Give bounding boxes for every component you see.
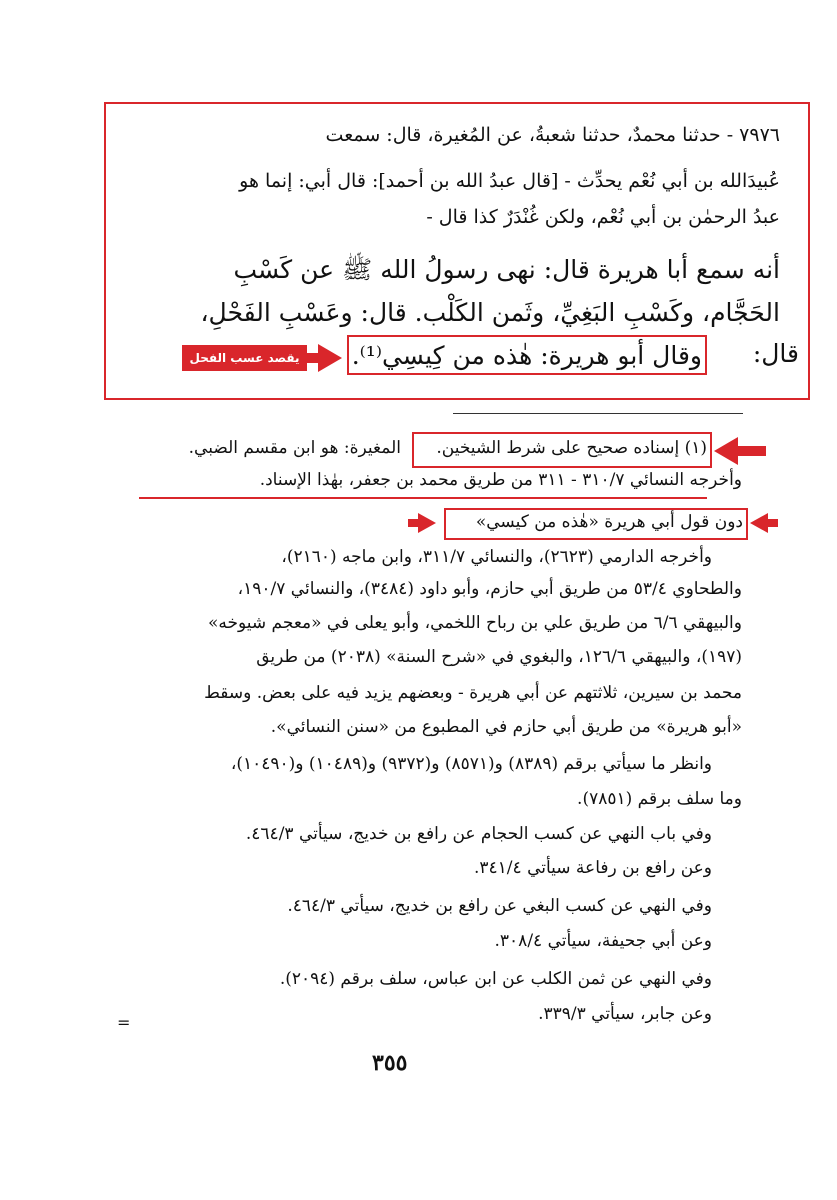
hadith-matn-lead: قال: xyxy=(752,339,799,368)
arrow-right-icon xyxy=(318,344,342,372)
footnote-line-2: وأخرجه النسائي ٣١٠/٧ - ٣١١ من طريق محمد بن جعفر، بهٰذا الإسناد. xyxy=(259,470,742,490)
hadith-isnad-line-2: عُبيدَالله بن أبي نُعْم يحدِّث - [قال عبدُ الله بن أحمد]: قال أبي: إنما هو xyxy=(239,170,780,192)
quote-highlight-box xyxy=(347,335,707,375)
hadith-isnad-line-3: عبدُ الرحمٰن بن أبي نُعْم، ولكن غُنْدَرٌ كذا قال - xyxy=(426,206,780,228)
footnote-line-16: وفي النهي عن ثمن الكلب عن ابن عباس، سلف برقم (٢٠٩٤). xyxy=(279,969,712,989)
footnote-line-9: «أبو هريرة» من طريق أبي حازم في المطبوع من «سنن النسائي». xyxy=(270,717,742,737)
footnote-without-quote: دون قول أبي هريرة «هٰذه من كيسي» xyxy=(475,512,743,532)
arrow-left-icon xyxy=(714,437,738,465)
small-arrow-left-shaft xyxy=(766,519,778,527)
footnote-line-17: وعن جابر، سيأتي ٣٣٩/٣. xyxy=(538,1004,712,1024)
footnote-1-narrator: المغيرة: هو ابن مقسم الضبي. xyxy=(188,438,401,458)
footnote-line-10: وانظر ما سيأتي برقم (٨٣٨٩) و(٨٥٧١) و(٩٣٧٢) و(١٠٤٨٩) و(١٠٤٩٠)، xyxy=(230,754,712,774)
hadith-matn-line-1: أنه سمع أبا هريرة قال: نهى رسولُ الله ﷺ عن كَسْبِ xyxy=(233,255,780,284)
continuation-mark: = xyxy=(117,1013,131,1032)
small-arrow-right-shaft xyxy=(408,519,420,527)
footnote-line-15: وعن أبي جحيفة، سيأتي ٣٠٨/٤. xyxy=(494,931,712,951)
intent-annotation-label: يقصد عسب الفحل xyxy=(182,345,307,371)
footnote-line-6: والبيهقي ٦/٦ من طريق علي بن رباح اللخمي، وأبو يعلى في «معجم شيوخه» xyxy=(207,613,742,633)
footnote-line-11: وما سلف برقم (٧٨٥١). xyxy=(577,789,742,809)
footnote-line-12: وفي باب النهي عن كسب الحجام عن رافع بن خديج، سيأتي ٤٦٤/٣. xyxy=(245,824,712,844)
footnote-line-4: وأخرجه الدارمي (٢٦٢٣)، والنسائي ٣١١/٧، وابن ماجه (٢١٦٠)، xyxy=(281,547,712,567)
footnote-line-5: والطحاوي ٥٣/٤ من طريق أبي حازم، وأبو داود (٣٤٨٤)، والنسائي ١٩٠/٧، xyxy=(237,579,742,599)
footnote-line-8: محمد بن سيرين، ثلاثتهم عن أبي هريرة - وبعضهم يزيد فيه على بعض. وسقط xyxy=(204,683,742,703)
hadith-matn-line-2: الحَجَّام، وكَسْبِ البَغِيِّ، وثَمن الكَلْب. قال: وعَسْبِ الفَحْلِ، xyxy=(200,298,780,327)
page-number: ٣٥٥ xyxy=(372,1050,408,1076)
small-arrow-right-icon xyxy=(418,513,436,533)
footnote-line-13: وعن رافع بن رفاعة سيأتي ٣٤١/٤. xyxy=(474,858,712,878)
abu-hurayra-quote: وقال أبو هريرة: هٰذه من كِيسِي⁽¹⁾. xyxy=(351,341,702,370)
footnote-1-grade: (١) إسناده صحيح على شرط الشيخين. xyxy=(436,438,707,458)
hadith-isnad-line-1: ٧٩٧٦ - حدثنا محمدٌ، حدثنا شعبةُ، عن المُغيرة، قال: سمعت xyxy=(325,124,780,146)
footnote-line-14: وفي النهي عن كسب البغي عن رافع بن خديج، سيأتي ٤٦٤/٣. xyxy=(287,896,712,916)
footnote-separator xyxy=(453,413,743,414)
arrow-left-shaft xyxy=(736,446,766,456)
footnote-line-7: (١٩٧)، والبيهقي ١٢٦/٦، والبغوي في «شرح السنة» (٢٠٣٨) من طريق xyxy=(256,647,742,667)
footnote-underline xyxy=(139,497,707,499)
